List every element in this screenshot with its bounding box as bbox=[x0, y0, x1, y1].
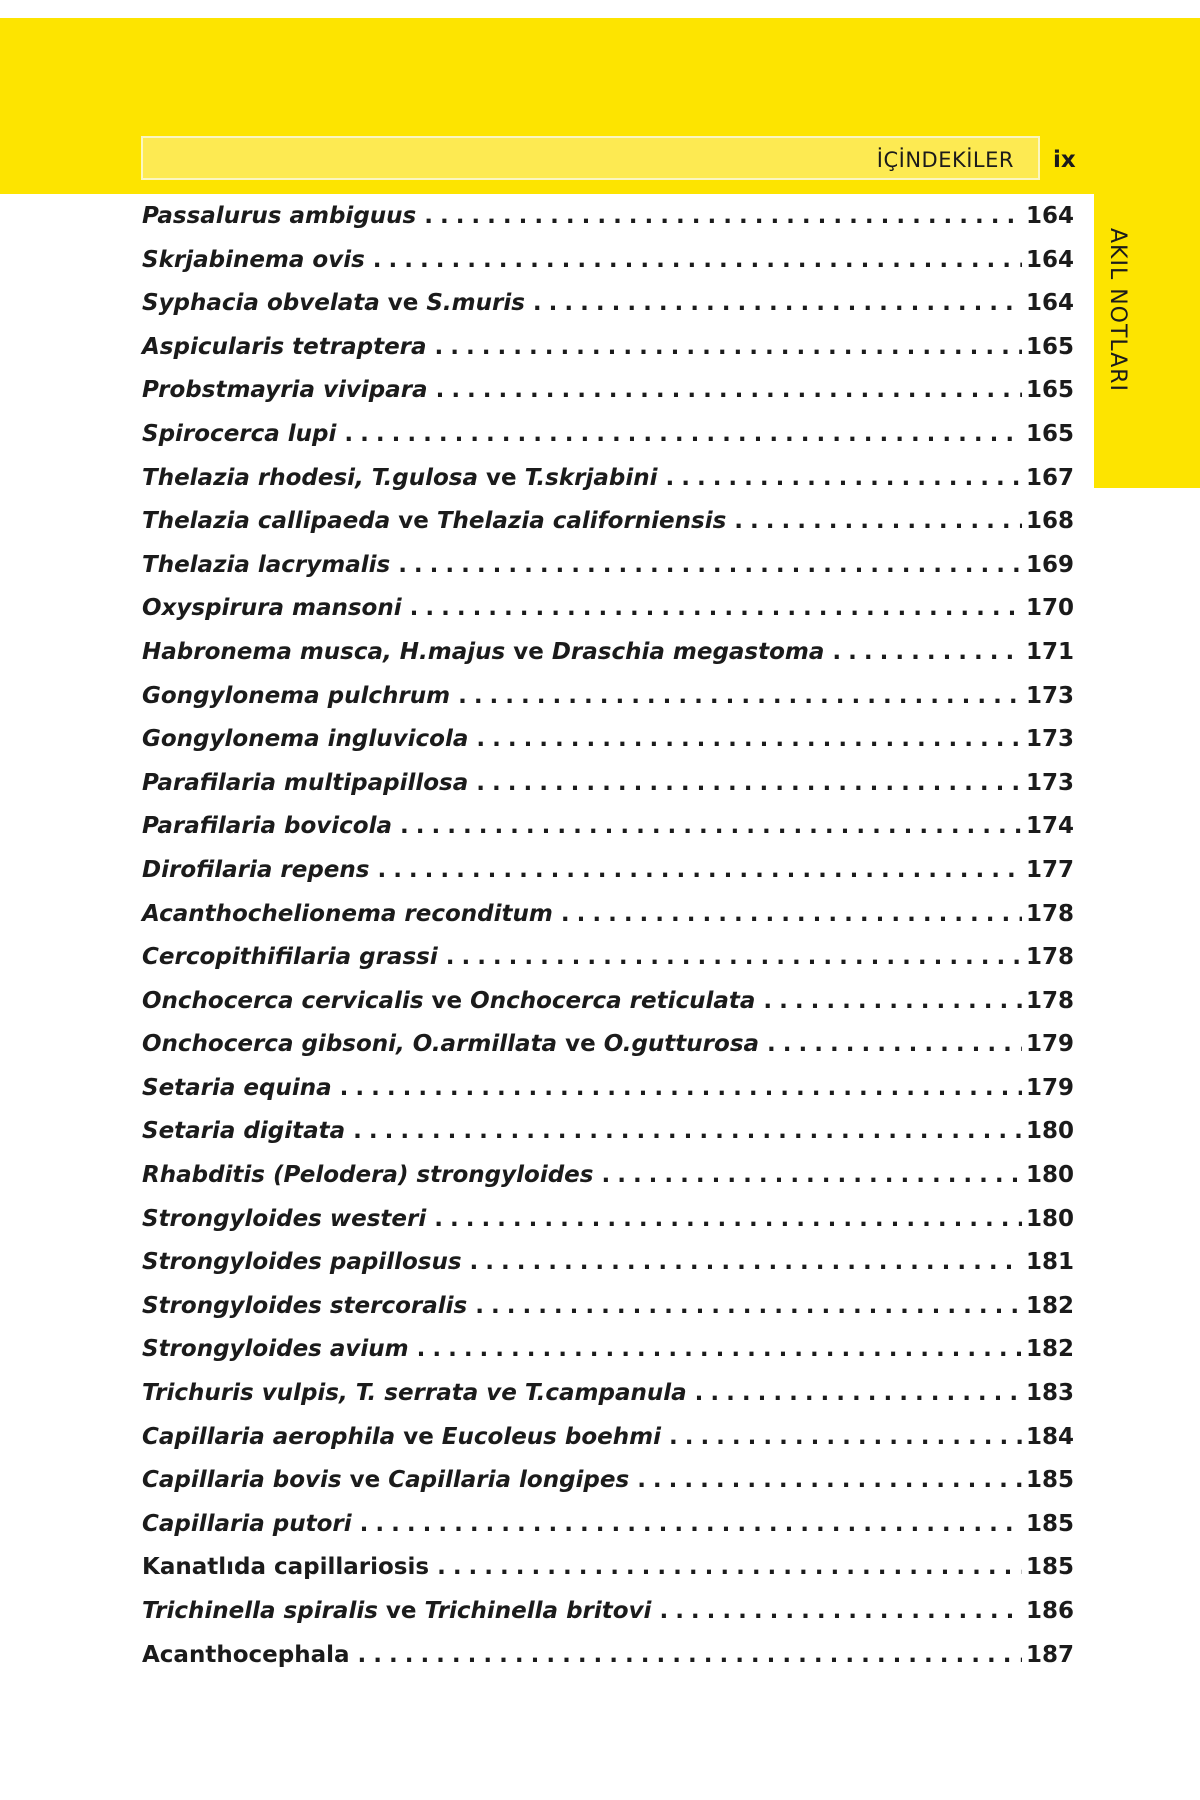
toc-entry bbox=[142, 377, 1074, 421]
dot-leader bbox=[353, 1118, 1022, 1144]
toc-title-part: Strongyloides papillosus bbox=[142, 1249, 462, 1276]
dot-leader bbox=[435, 334, 1022, 360]
toc-title-part: T.skrjabini bbox=[524, 464, 658, 491]
toc-entry-title bbox=[142, 1467, 629, 1493]
toc-page-number: 173 bbox=[1025, 769, 1074, 796]
toc-title-part: Onchocerca reticulata bbox=[470, 987, 756, 1014]
toc-entry bbox=[142, 1511, 1074, 1555]
toc-entry bbox=[142, 944, 1074, 988]
dot-leader bbox=[767, 1031, 1022, 1057]
toc-page-number: 178 bbox=[1025, 900, 1074, 927]
toc-entry bbox=[142, 1031, 1074, 1075]
toc-entry bbox=[142, 683, 1074, 727]
toc-entry-title bbox=[142, 1642, 350, 1668]
toc-title-part: Aspicularis tetraptera bbox=[142, 333, 427, 360]
toc-page-number: 184 bbox=[1025, 1423, 1074, 1450]
page-number: ix bbox=[1053, 147, 1076, 173]
toc-title-part: ve bbox=[390, 508, 437, 535]
toc-entry-title bbox=[142, 1380, 687, 1406]
toc-entry-title bbox=[142, 944, 438, 970]
toc-entry bbox=[142, 1293, 1074, 1337]
toc-entry-title bbox=[142, 988, 755, 1014]
toc-title-part: ve bbox=[395, 1423, 442, 1450]
dot-leader bbox=[561, 901, 1022, 927]
dot-leader bbox=[475, 1293, 1022, 1319]
dot-leader bbox=[659, 1598, 1022, 1624]
dot-leader bbox=[533, 290, 1022, 316]
toc-title-part: Strongyloides stercoralis bbox=[142, 1292, 468, 1319]
toc-entry bbox=[142, 1554, 1074, 1598]
toc-entry-title bbox=[142, 857, 369, 883]
toc-entry-title bbox=[142, 595, 402, 621]
dot-leader bbox=[340, 1075, 1022, 1101]
dot-leader bbox=[763, 988, 1022, 1014]
toc-title-part: ve bbox=[557, 1031, 604, 1058]
toc-title-part: Habronema musca, H.majus bbox=[142, 638, 506, 665]
toc-title-part: ve bbox=[379, 290, 427, 317]
toc-title-part: Acanthochelionema reconditum bbox=[142, 900, 553, 927]
toc-entry bbox=[142, 508, 1074, 552]
toc-title-part: Onchocerca cervicalis bbox=[142, 987, 424, 1014]
toc-entry bbox=[142, 639, 1074, 683]
toc-title-part: Setaria equina bbox=[142, 1074, 332, 1101]
toc-entry bbox=[142, 247, 1074, 291]
toc-page-number: 164 bbox=[1025, 246, 1074, 273]
toc-entry bbox=[142, 1642, 1074, 1686]
toc-entry bbox=[142, 421, 1074, 465]
toc-page-number: 185 bbox=[1025, 1510, 1074, 1537]
dot-leader bbox=[695, 1380, 1022, 1406]
table-of-contents bbox=[142, 203, 1074, 1685]
toc-entry-title bbox=[142, 1031, 759, 1057]
toc-title-part: ve bbox=[341, 1467, 389, 1494]
toc-page-number: 183 bbox=[1025, 1380, 1074, 1407]
toc-title-part: Thelazia californiensis bbox=[436, 508, 727, 535]
toc-entry-title bbox=[142, 1118, 345, 1144]
toc-title-part: Rhabditis (Pelodera) strongyloides bbox=[142, 1162, 594, 1189]
toc-entry bbox=[142, 770, 1074, 814]
toc-title-part: Capillaria bovis bbox=[142, 1467, 342, 1494]
toc-title-part: Setaria digitata bbox=[142, 1118, 346, 1145]
toc-entry bbox=[142, 1206, 1074, 1250]
toc-entry-title bbox=[142, 1162, 593, 1188]
toc-entry bbox=[142, 1598, 1074, 1642]
header-title-box bbox=[141, 136, 1040, 180]
toc-entry-title bbox=[142, 639, 824, 665]
toc-entry bbox=[142, 1075, 1074, 1119]
toc-title-part: Capillaria aerophila bbox=[142, 1423, 396, 1450]
toc-entry bbox=[142, 1380, 1074, 1424]
toc-entry-title bbox=[142, 901, 553, 927]
toc-entry bbox=[142, 334, 1074, 378]
toc-title-part: ve bbox=[478, 464, 525, 491]
toc-entry-title bbox=[142, 552, 390, 578]
toc-page-number: 177 bbox=[1025, 856, 1074, 883]
toc-title-part: Gongylonema pulchrum bbox=[142, 682, 451, 709]
toc-entry-title bbox=[142, 290, 525, 316]
toc-title-part: Trichinella britovi bbox=[424, 1598, 652, 1624]
dot-leader bbox=[734, 508, 1022, 534]
toc-entry-title bbox=[142, 813, 392, 839]
toc-title-part: ve bbox=[505, 638, 552, 665]
toc-page-number: 185 bbox=[1025, 1554, 1074, 1581]
toc-page-number: 180 bbox=[1025, 1118, 1074, 1145]
toc-title-part: Thelazia callipaeda bbox=[142, 508, 391, 535]
toc-page-number: 181 bbox=[1025, 1249, 1074, 1276]
toc-page-number: 165 bbox=[1025, 420, 1074, 447]
toc-title-part: Draschia megastoma bbox=[551, 638, 825, 665]
toc-entry bbox=[142, 290, 1074, 334]
toc-page-number: 178 bbox=[1025, 944, 1074, 971]
side-tab-label: AKIL NOTLARI bbox=[1105, 228, 1130, 393]
toc-title-part: Eucoleus boehmi bbox=[441, 1423, 661, 1450]
toc-title-part: ve bbox=[423, 987, 471, 1014]
toc-entry bbox=[142, 1118, 1074, 1162]
dot-leader bbox=[437, 1554, 1022, 1580]
toc-title-part: Gongylonema ingluvicola bbox=[142, 726, 469, 753]
dot-leader bbox=[434, 1206, 1022, 1232]
toc-entry bbox=[142, 1162, 1074, 1206]
toc-title-part: Capillaria putori bbox=[142, 1510, 352, 1537]
toc-title-part: Thelazia lacrymalis bbox=[142, 551, 391, 578]
dot-leader bbox=[446, 944, 1022, 970]
dot-leader bbox=[360, 1511, 1022, 1537]
dot-leader bbox=[476, 770, 1022, 796]
dot-leader bbox=[424, 203, 1022, 229]
toc-entry bbox=[142, 465, 1074, 509]
toc-page-number: 186 bbox=[1025, 1598, 1074, 1624]
section-title: İÇİNDEKİLER bbox=[876, 148, 1014, 172]
dot-leader bbox=[665, 465, 1022, 491]
toc-title-part: S.muris bbox=[426, 290, 525, 317]
toc-page-number: 169 bbox=[1025, 551, 1074, 578]
toc-entry bbox=[142, 552, 1074, 596]
toc-title-part: Onchocerca gibsoni, O.armillata bbox=[142, 1031, 558, 1058]
toc-title-part: Trichinella spiralis bbox=[142, 1598, 378, 1624]
toc-entry bbox=[142, 813, 1074, 857]
toc-entry-title bbox=[142, 421, 336, 447]
dot-leader bbox=[344, 421, 1022, 447]
toc-entry-title bbox=[142, 1249, 462, 1275]
toc-entry-title bbox=[142, 1598, 651, 1624]
toc-title-part: Oxyspirura mansoni bbox=[142, 595, 402, 622]
toc-entry-title bbox=[142, 726, 468, 752]
toc-page-number: 185 bbox=[1025, 1467, 1074, 1494]
toc-page-number: 173 bbox=[1025, 726, 1074, 753]
toc-entry bbox=[142, 1249, 1074, 1293]
toc-entry bbox=[142, 1424, 1074, 1468]
dot-leader bbox=[637, 1467, 1022, 1493]
toc-page-number: 165 bbox=[1025, 377, 1074, 404]
toc-entry bbox=[142, 1467, 1074, 1511]
toc-title-part: Spirocerca lupi bbox=[142, 420, 337, 447]
dot-leader bbox=[410, 595, 1022, 621]
toc-title-part: O.gutturosa bbox=[603, 1031, 760, 1058]
toc-entry-title bbox=[142, 1511, 352, 1537]
toc-entry bbox=[142, 857, 1074, 901]
toc-title-part: Strongyloides westeri bbox=[142, 1205, 427, 1232]
toc-entry-title bbox=[142, 1554, 429, 1580]
toc-title-part: Dirofilaria repens bbox=[142, 856, 370, 883]
toc-entry-title bbox=[142, 1075, 332, 1101]
toc-title-part: Parafilaria bovicola bbox=[142, 813, 393, 840]
toc-title-part: Syphacia obvelata bbox=[142, 290, 380, 317]
toc-entry bbox=[142, 203, 1074, 247]
dot-leader bbox=[458, 683, 1022, 709]
toc-page-number: 164 bbox=[1025, 290, 1074, 317]
toc-page-number: 180 bbox=[1025, 1205, 1074, 1232]
toc-page-number: 165 bbox=[1025, 333, 1074, 360]
dot-leader bbox=[400, 813, 1022, 839]
toc-entry bbox=[142, 1336, 1074, 1380]
toc-page-number: 179 bbox=[1025, 1031, 1074, 1058]
toc-page-number: 174 bbox=[1025, 813, 1074, 840]
toc-entry-title bbox=[142, 247, 365, 273]
toc-page-number: 171 bbox=[1025, 638, 1074, 665]
toc-page-number: 168 bbox=[1025, 508, 1074, 535]
toc-page-number: 164 bbox=[1025, 203, 1074, 229]
dot-leader bbox=[377, 857, 1022, 883]
toc-entry-title bbox=[142, 377, 428, 403]
toc-entry-title bbox=[142, 334, 427, 360]
dot-leader bbox=[373, 247, 1022, 273]
toc-page-number: 179 bbox=[1025, 1074, 1074, 1101]
dot-leader bbox=[358, 1642, 1022, 1668]
toc-title-part: Thelazia rhodesi, T.gulosa bbox=[142, 464, 479, 491]
dot-leader bbox=[476, 726, 1022, 752]
toc-title-part: Capillaria longipes bbox=[388, 1467, 630, 1494]
toc-title-part: Cercopithifilaria grassi bbox=[142, 944, 438, 971]
dot-leader bbox=[436, 377, 1022, 403]
toc-entry-title bbox=[142, 465, 657, 491]
toc-page-number: 170 bbox=[1025, 595, 1074, 622]
toc-page-number: 187 bbox=[1025, 1641, 1074, 1668]
toc-entry bbox=[142, 901, 1074, 945]
dot-leader bbox=[832, 639, 1022, 665]
toc-title-part: Passalurus ambiguus bbox=[142, 203, 417, 229]
toc-page-number: 178 bbox=[1025, 987, 1074, 1014]
toc-page-number: 180 bbox=[1025, 1162, 1074, 1189]
toc-title-part: Acanthocephala bbox=[142, 1641, 350, 1668]
toc-entry bbox=[142, 726, 1074, 770]
toc-title-part: Probstmayria vivipara bbox=[142, 377, 428, 404]
toc-page-number: 167 bbox=[1025, 464, 1074, 491]
toc-entry-title bbox=[142, 1336, 409, 1362]
toc-page-number: 182 bbox=[1025, 1336, 1074, 1363]
toc-title-part: Skrjabinema ovis bbox=[142, 246, 365, 273]
dot-leader bbox=[669, 1424, 1022, 1450]
toc-entry-title bbox=[142, 203, 416, 229]
dot-leader bbox=[417, 1336, 1022, 1362]
toc-entry bbox=[142, 988, 1074, 1032]
toc-entry-title bbox=[142, 770, 468, 796]
toc-title-part: Kanatlıda capillariosis bbox=[142, 1554, 430, 1581]
toc-entry-title bbox=[142, 508, 726, 534]
toc-entry-title bbox=[142, 683, 450, 709]
dot-leader bbox=[601, 1162, 1022, 1188]
toc-page-number: 173 bbox=[1025, 682, 1074, 709]
toc-entry bbox=[142, 595, 1074, 639]
toc-entry-title bbox=[142, 1206, 426, 1232]
toc-page-number: 182 bbox=[1025, 1292, 1074, 1319]
toc-title-part: ve bbox=[377, 1598, 425, 1624]
toc-title-part: Trichuris vulpis, T. serrata ve T.campanula bbox=[142, 1380, 687, 1407]
toc-entry-title bbox=[142, 1424, 661, 1450]
toc-entry-title bbox=[142, 1293, 467, 1319]
toc-title-part: Strongyloides avium bbox=[142, 1336, 409, 1363]
toc-title-part: Parafilaria multipapillosa bbox=[142, 769, 469, 796]
dot-leader bbox=[470, 1249, 1022, 1275]
dot-leader bbox=[398, 552, 1022, 578]
